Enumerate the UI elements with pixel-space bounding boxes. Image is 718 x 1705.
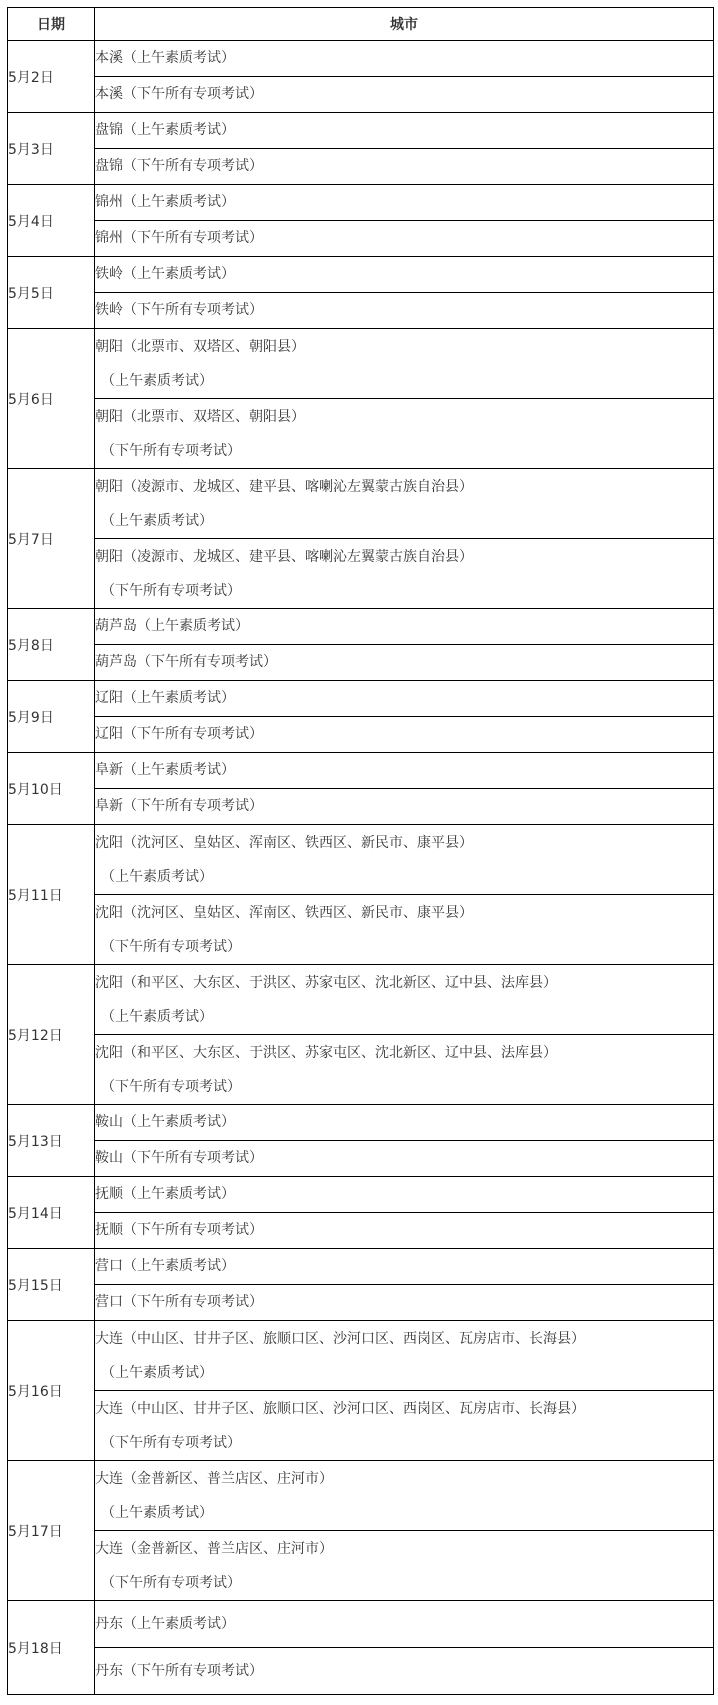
city-cell	[95, 185, 714, 221]
date-cell: 5月11日	[8, 825, 95, 965]
date-column-header: 日期	[8, 8, 95, 41]
city-cell	[95, 1601, 714, 1648]
session-line: （上午素质考试）	[101, 1364, 213, 1381]
table-row	[8, 149, 714, 185]
city-cell	[95, 753, 714, 789]
city-cell	[95, 609, 714, 645]
table-row	[8, 1391, 714, 1461]
date-cell: 5月8日	[8, 609, 95, 681]
header-row	[8, 8, 714, 41]
city-line: 铁岭（下午所有专项考试）	[95, 302, 263, 318]
table-row	[8, 329, 714, 399]
city-line: 朝阳（北票市、双塔区、朝阳县）	[95, 408, 305, 425]
session-line: （上午素质考试）	[101, 512, 213, 529]
city-line: 朝阳（凌源市、龙城区、建平县、喀喇沁左翼蒙古族自治县）	[95, 478, 473, 495]
city-line: 盘锦（上午素质考试）	[95, 122, 235, 138]
city-cell	[95, 77, 714, 113]
table-row	[8, 1213, 714, 1249]
city-line: 丹东（下午所有专项考试）	[95, 1663, 263, 1679]
table-row	[8, 825, 714, 895]
city-cell	[95, 469, 714, 539]
table-row	[8, 1177, 714, 1213]
table-row	[8, 293, 714, 329]
city-line: 阜新（下午所有专项考试）	[95, 798, 263, 814]
session-line: （下午所有专项考试）	[101, 582, 241, 599]
table-row	[8, 41, 714, 77]
session-line: （下午所有专项考试）	[101, 938, 241, 955]
date-cell: 5月17日	[8, 1461, 95, 1601]
city-line: 本溪（上午素质考试）	[95, 50, 235, 66]
city-line: 鞍山（下午所有专项考试）	[95, 1150, 263, 1166]
table-row	[8, 1249, 714, 1285]
city-cell	[95, 221, 714, 257]
date-cell: 5月6日	[8, 329, 95, 469]
city-line: 阜新（上午素质考试）	[95, 762, 235, 778]
city-line: 大连（金普新区、普兰店区、庄河市）	[95, 1470, 333, 1487]
table-row	[8, 539, 714, 609]
session-line: （上午素质考试）	[101, 1504, 213, 1521]
city-line: 锦州（上午素质考试）	[95, 194, 235, 210]
city-line: 朝阳（凌源市、龙城区、建平县、喀喇沁左翼蒙古族自治县）	[95, 548, 473, 565]
date-cell: 5月2日	[8, 41, 95, 113]
city-cell	[95, 1391, 714, 1461]
city-line: 辽阳（下午所有专项考试）	[95, 726, 263, 742]
city-cell	[95, 539, 714, 609]
table-row	[8, 1141, 714, 1177]
city-line: 营口（下午所有专项考试）	[95, 1294, 263, 1310]
date-cell: 5月5日	[8, 257, 95, 329]
table-row	[8, 1321, 714, 1391]
city-line: 大连（中山区、甘井子区、旅顺口区、沙河口区、西岗区、瓦房店市、长海县）	[95, 1400, 585, 1417]
city-line: 抚顺（上午素质考试）	[95, 1186, 235, 1202]
city-cell	[95, 965, 714, 1035]
table-row	[8, 753, 714, 789]
table-row	[8, 681, 714, 717]
table-row	[8, 1105, 714, 1141]
city-line: 沈阳（和平区、大东区、于洪区、苏家屯区、沈北新区、辽中县、法库县）	[95, 974, 557, 991]
city-cell	[95, 1213, 714, 1249]
table-row	[8, 645, 714, 681]
date-cell: 5月14日	[8, 1177, 95, 1249]
city-cell	[95, 681, 714, 717]
table-row	[8, 257, 714, 293]
date-cell: 5月13日	[8, 1105, 95, 1177]
city-cell	[95, 329, 714, 399]
city-cell	[95, 717, 714, 753]
city-cell	[95, 1105, 714, 1141]
session-line: （下午所有专项考试）	[101, 1078, 241, 1095]
table-row	[8, 1461, 714, 1531]
city-cell	[95, 257, 714, 293]
city-cell	[95, 825, 714, 895]
city-line: 葫芦岛（上午素质考试）	[95, 618, 249, 634]
table-row	[8, 717, 714, 753]
city-line: 葫芦岛（下午所有专项考试）	[95, 654, 277, 670]
session-line: （上午素质考试）	[101, 372, 213, 389]
session-line: （上午素质考试）	[101, 1008, 213, 1025]
session-line: （上午素质考试）	[101, 868, 213, 885]
city-cell	[95, 1249, 714, 1285]
date-cell: 5月10日	[8, 753, 95, 825]
city-cell	[95, 1531, 714, 1601]
city-line: 盘锦（下午所有专项考试）	[95, 158, 263, 174]
table-row	[8, 469, 714, 539]
city-cell	[95, 293, 714, 329]
table-row	[8, 1648, 714, 1695]
city-cell	[95, 41, 714, 77]
city-cell	[95, 895, 714, 965]
table-row	[8, 789, 714, 825]
date-cell: 5月12日	[8, 965, 95, 1105]
city-cell	[95, 1648, 714, 1695]
table-row	[8, 1601, 714, 1648]
city-line: 丹东（上午素质考试）	[95, 1616, 235, 1632]
city-cell	[95, 1321, 714, 1391]
city-cell	[95, 1461, 714, 1531]
date-cell: 5月3日	[8, 113, 95, 185]
city-line: 沈阳（沈河区、皇姑区、浑南区、铁西区、新民市、康平县）	[95, 904, 473, 921]
city-cell	[95, 789, 714, 825]
date-cell: 5月4日	[8, 185, 95, 257]
date-cell: 5月15日	[8, 1249, 95, 1321]
city-line: 铁岭（上午素质考试）	[95, 266, 235, 282]
city-cell	[95, 645, 714, 681]
session-line: （下午所有专项考试）	[101, 1574, 241, 1591]
city-line: 抚顺（下午所有专项考试）	[95, 1222, 263, 1238]
table-row	[8, 895, 714, 965]
city-cell	[95, 1285, 714, 1321]
city-cell	[95, 1177, 714, 1213]
city-cell	[95, 1035, 714, 1105]
city-cell	[95, 113, 714, 149]
table-row	[8, 77, 714, 113]
table-row	[8, 185, 714, 221]
table-row	[8, 221, 714, 257]
session-line: （下午所有专项考试）	[101, 442, 241, 459]
date-cell: 5月18日	[8, 1601, 95, 1695]
table-row	[8, 113, 714, 149]
city-line: 鞍山（上午素质考试）	[95, 1114, 235, 1130]
city-line: 大连（中山区、甘井子区、旅顺口区、沙河口区、西岗区、瓦房店市、长海县）	[95, 1330, 585, 1347]
city-line: 沈阳（和平区、大东区、于洪区、苏家屯区、沈北新区、辽中县、法库县）	[95, 1044, 557, 1061]
session-line: （下午所有专项考试）	[101, 1434, 241, 1451]
city-line: 大连（金普新区、普兰店区、庄河市）	[95, 1540, 333, 1557]
exam-schedule-table	[7, 7, 714, 1695]
city-column-header: 城市	[95, 8, 714, 41]
table-row	[8, 1531, 714, 1601]
table-row	[8, 965, 714, 1035]
city-line: 本溪（下午所有专项考试）	[95, 86, 263, 102]
city-line: 营口（上午素质考试）	[95, 1258, 235, 1274]
date-cell: 5月16日	[8, 1321, 95, 1461]
city-cell	[95, 1141, 714, 1177]
city-line: 朝阳（北票市、双塔区、朝阳县）	[95, 338, 305, 355]
schedule-body	[8, 41, 714, 1695]
city-cell	[95, 149, 714, 185]
date-cell: 5月9日	[8, 681, 95, 753]
date-cell: 5月7日	[8, 469, 95, 609]
city-line: 锦州（下午所有专项考试）	[95, 230, 263, 246]
city-line: 辽阳（上午素质考试）	[95, 690, 235, 706]
city-cell	[95, 399, 714, 469]
city-line: 沈阳（沈河区、皇姑区、浑南区、铁西区、新民市、康平县）	[95, 834, 473, 851]
table-row	[8, 609, 714, 645]
table-row	[8, 399, 714, 469]
table-row	[8, 1035, 714, 1105]
table-row	[8, 1285, 714, 1321]
